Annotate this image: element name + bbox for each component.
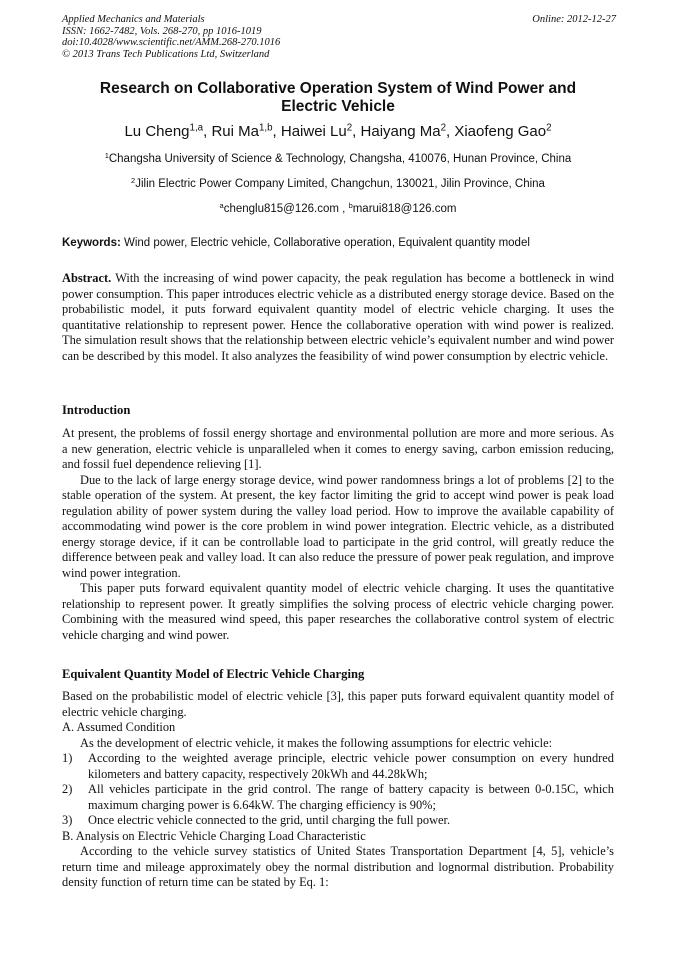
email-a[interactable]: chenglu815@126.com	[223, 203, 339, 215]
paragraph: As the development of electric vehicle, it makes the following assumptions for electric vehicle:	[80, 735, 553, 750]
author: Xiaofeng Gao$^2$	[454, 122, 552, 140]
paragraph: Based on the probabilistic model of electric vehicle [3], this paper puts forward equivalent quantity model of electric vehicle charging.	[62, 689, 614, 719]
abstract-label: Abstract.	[62, 271, 112, 285]
title-line-1: Research on Collaborative Operation System of Wind Power and	[99, 80, 577, 97]
keywords-label: Keywords:	[62, 237, 121, 249]
paragraph: Due to the lack of large energy storage device, wind power randomness brings a lot of problems [2] to the stable operation of the system. At present, the key factor limiting the grid to accept wind power is peak load regulation ability of power system during the valley load period. How to improve the available capability of accommodating wind power is the core problem in wind power integration. Electric vehicle, as a distributed energy storage device, if it can be controllable load to participate in the grid control, will greatly reduce the difference between peak and valley load. It can also reduce the pressure of power peak regulation, and improve wind power integration.	[62, 472, 614, 580]
paper-title	[62, 80, 614, 116]
email-b[interactable]: marui818@126.com	[352, 203, 457, 215]
list-item: 1) According to the weighted average principle, electric vehicle power consumption on every hundred kilometers and battery capacity, respectively 20kWh and 44.28kWh;	[62, 751, 614, 781]
title-line-2: Electric Vehicle	[281, 98, 395, 115]
section-2-body	[62, 689, 614, 891]
list-item: 3) Once electric vehicle connected to the grid, until charging the full power.	[62, 813, 451, 827]
author: Haiwei Lu$^2$,	[280, 122, 361, 140]
author-list	[62, 122, 614, 142]
affiliation-1: $^1$Changsha University of Science & Technology, Changsha, 410076, Hunan Province, China	[104, 150, 572, 165]
author: Haiyang Ma$^2$,	[360, 122, 455, 140]
journal-header	[62, 14, 280, 60]
introduction-body	[62, 426, 614, 643]
paragraph: At present, the problems of fossil energy shortage and environmental pollution are more and more serious. As a new generation, electric vehicle is unparalleled when it comes to energy saving, carbon emission reducing, and fossil fuel dependence relieving [1].	[62, 426, 614, 471]
issn-line: ISSN: 1662-7482, Vols. 268-270, pp 1016-1019	[62, 25, 262, 37]
affiliation-2: $^2$Jilin Electric Power Company Limited, Changchun, 130021, Jilin Province, China	[131, 175, 545, 190]
author-emails: $^a$chenglu815@126.com , $^b$marui818@126.com	[219, 200, 457, 215]
section-heading-introduction: Introduction	[62, 403, 131, 417]
section-heading-equivalent-model: Equivalent Quantity Model of Electric Vehicle Charging	[62, 667, 365, 681]
abstract	[62, 271, 614, 364]
author: Lu Cheng$^{1,a}$,	[124, 122, 212, 140]
copyright-line: © 2013 Trans Tech Publications Ltd, Switzerland	[62, 48, 270, 60]
paragraph: According to the vehicle survey statistics of United States Transportation Department [4, 5], vehicle’s return time and mileage approximately obey the normal distribution and lognormal distribution. Probability density function of return time can be stated by Eq. 1:	[62, 844, 614, 889]
subsection-a-heading: A. Assumed Condition	[62, 720, 176, 734]
doi-line: doi:10.4028/www.scientific.net/AMM.268-270.1016	[62, 37, 281, 48]
keywords	[62, 236, 622, 250]
journal-name: Applied Mechanics and Materials	[62, 14, 205, 25]
keywords-text: Wind power, Electric vehicle, Collaborative operation, Equivalent quantity model	[120, 237, 530, 249]
online-date: Online: 2012-12-27	[532, 14, 616, 25]
abstract-text: With the increasing of wind power capacity, the peak regulation has become a bottleneck in wind power consumption. This paper introduces electric vehicle as a distributed energy storage device. Based on the probabilistic model, it puts forward equivalent quantity model of electric vehicle charging. It uses the quantitative relationship to represent power. Hence the collaborative operation with wind power is realized. The simulation result shows that the relationship between electric vehicle’s equivalent number and wind power can be described by this model. It also analyzes the feasibility of wind power consumption by electric vehicle.	[62, 271, 614, 363]
list-item: 2) All vehicles participate in the grid control. The range of battery capacity is between 0-0.15C, which maximum charging power is 6.64kW. The charging efficiency is 90%;	[62, 782, 614, 812]
paragraph: This paper puts forward equivalent quantity model of electric vehicle charging. It uses the quantitative relationship to represent power. It greatly simplifies the solving process of electric vehicle charging power. Combining with the measured wind speed, this paper researches the collaborative control system of electric vehicle charging and wind power.	[62, 581, 614, 642]
subsection-b-heading: B. Analysis on Electric Vehicle Charging Load Characteristic	[62, 828, 366, 843]
author: Rui Ma$^{1,b}$,	[211, 122, 281, 140]
